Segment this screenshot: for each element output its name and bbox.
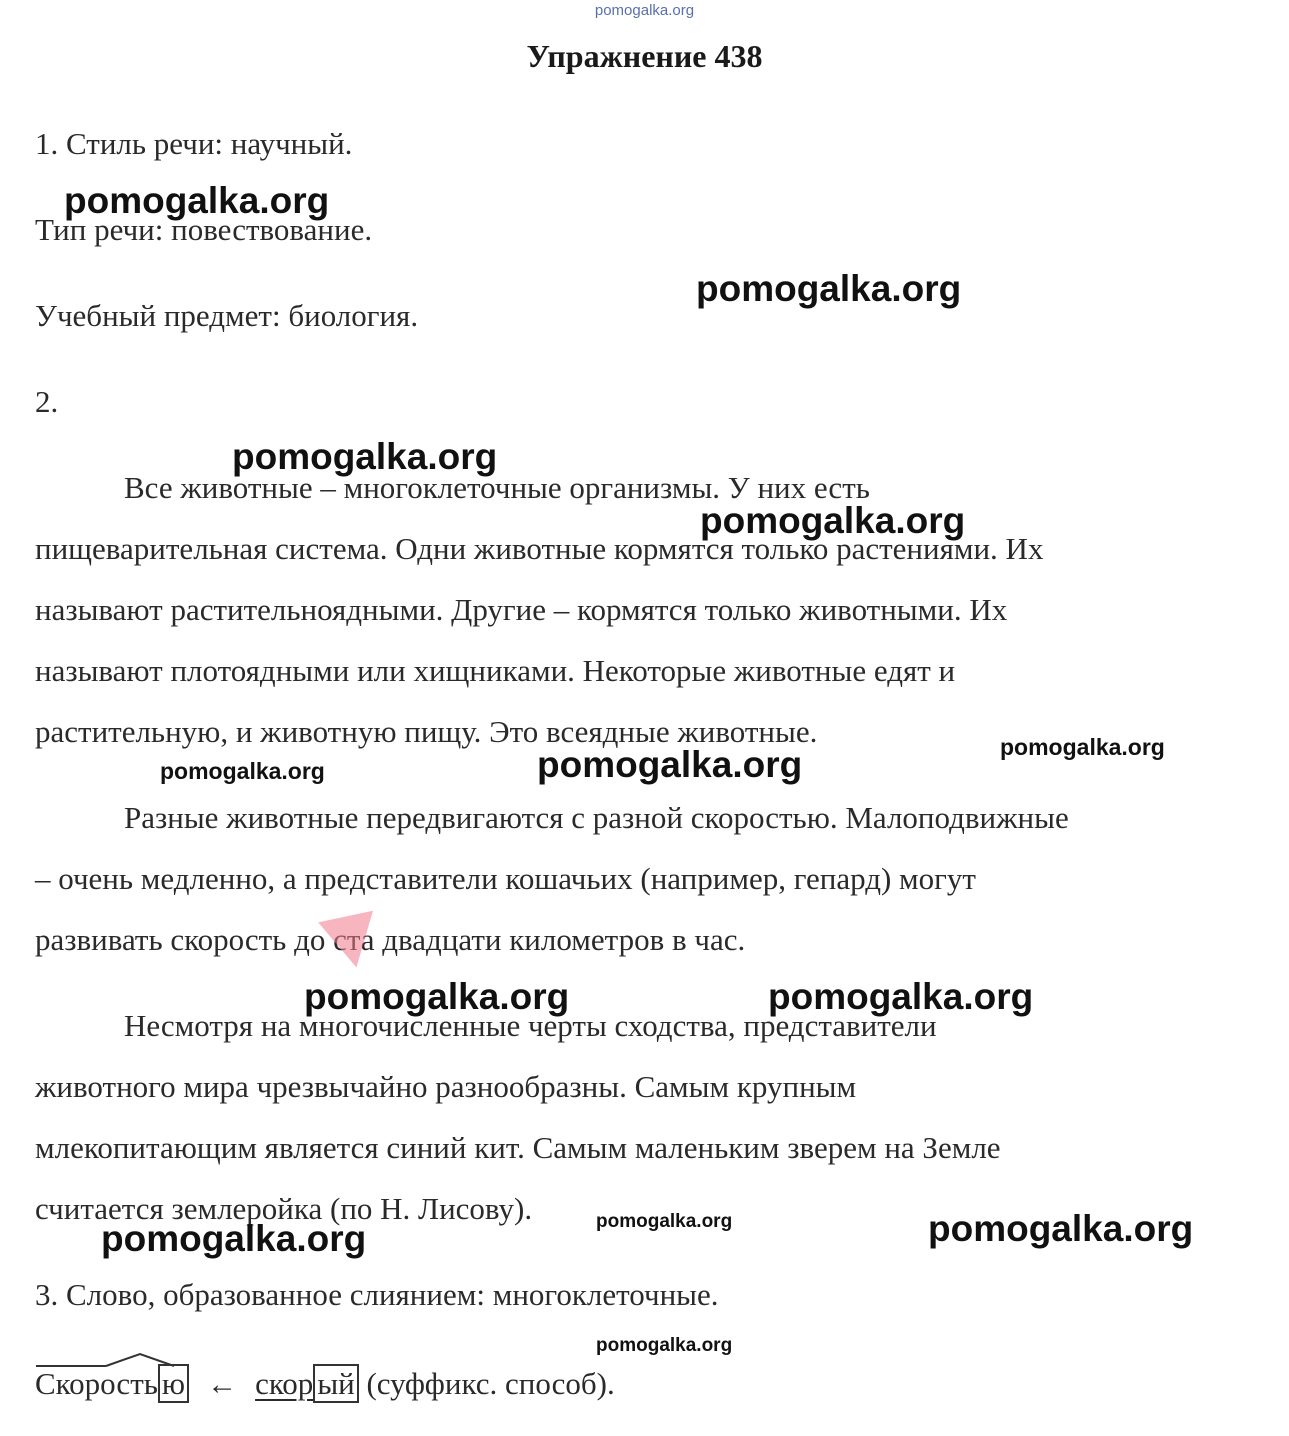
- derivation-note: (суффикс. способ).: [366, 1366, 615, 1401]
- base-word: скор: [255, 1366, 314, 1401]
- watermark: pomogalka.org: [160, 758, 325, 784]
- watermark: pomogalka.org: [596, 1211, 733, 1232]
- watermark: pomogalka.org: [700, 500, 966, 541]
- ending-box: ю: [158, 1364, 189, 1403]
- derived-word: Скорость: [35, 1366, 158, 1401]
- cursor-arrow-icon: [318, 911, 384, 974]
- watermark: pomogalka.org: [537, 744, 803, 785]
- text-line: млекопитающим является синий кит. Самым маленьким зверем на Земле: [35, 1130, 1001, 1165]
- text-line: Разные животные передвигаются с разной скоростью. Малоподвижные: [124, 800, 1069, 835]
- section2-number: 2.: [35, 384, 59, 419]
- speech-type: Тип речи: повествование.: [35, 212, 373, 247]
- watermark: pomogalka.org: [304, 976, 570, 1017]
- base-ending-box: ый: [313, 1364, 358, 1403]
- section3-text: 3. Слово, образованное слиянием: многоклеточные.: [35, 1277, 719, 1312]
- watermark: pomogalka.org: [101, 1218, 367, 1259]
- watermark: pomogalka.org: [64, 180, 330, 221]
- watermark: pomogalka.org: [696, 268, 962, 309]
- text-line: – очень медленно, а представители кошачьих (например, гепард) могут: [35, 861, 976, 896]
- speech-style: 1. Стиль речи: научный.: [35, 126, 353, 161]
- text-line: называют плотоядными или хищниками. Некоторые животные едят и: [35, 653, 956, 688]
- text-line: растительную, и животную пищу. Это всеядные животные.: [35, 714, 818, 749]
- morpheme-marks: [34, 1352, 214, 1372]
- watermark: pomogalka.org: [768, 976, 1034, 1017]
- arrow-left-icon: ←: [207, 1368, 238, 1401]
- watermark: pomogalka.org: [232, 436, 498, 477]
- suffix-arc: [106, 1354, 174, 1366]
- exercise-title: Упражнение 438: [526, 38, 763, 74]
- site-link[interactable]: pomogalka.org: [594, 2, 695, 19]
- watermark: pomogalka.org: [928, 1208, 1194, 1249]
- text-line: считается землеройка (по Н. Лисову).: [35, 1191, 533, 1226]
- text-line: называют растительноядными. Другие – кормятся только животными. Их: [35, 592, 1008, 627]
- text-line: Несмотря на многочисленные черты сходства, представители: [124, 1008, 937, 1043]
- watermark: pomogalka.org: [596, 1335, 733, 1356]
- text-line: животного мира чрезвычайно разнообразны. Самым крупным: [35, 1069, 857, 1104]
- school-subject: Учебный предмет: биология.: [35, 298, 419, 333]
- text-line: пищеварительная система. Одни животные кормятся только растениями. Их: [35, 531, 1044, 566]
- watermark: pomogalka.org: [1000, 734, 1165, 760]
- text-line: развивать скорость до ста двадцати километров в час.: [35, 922, 746, 957]
- text-line: Все животные – многоклеточные организмы. У них есть: [124, 470, 870, 505]
